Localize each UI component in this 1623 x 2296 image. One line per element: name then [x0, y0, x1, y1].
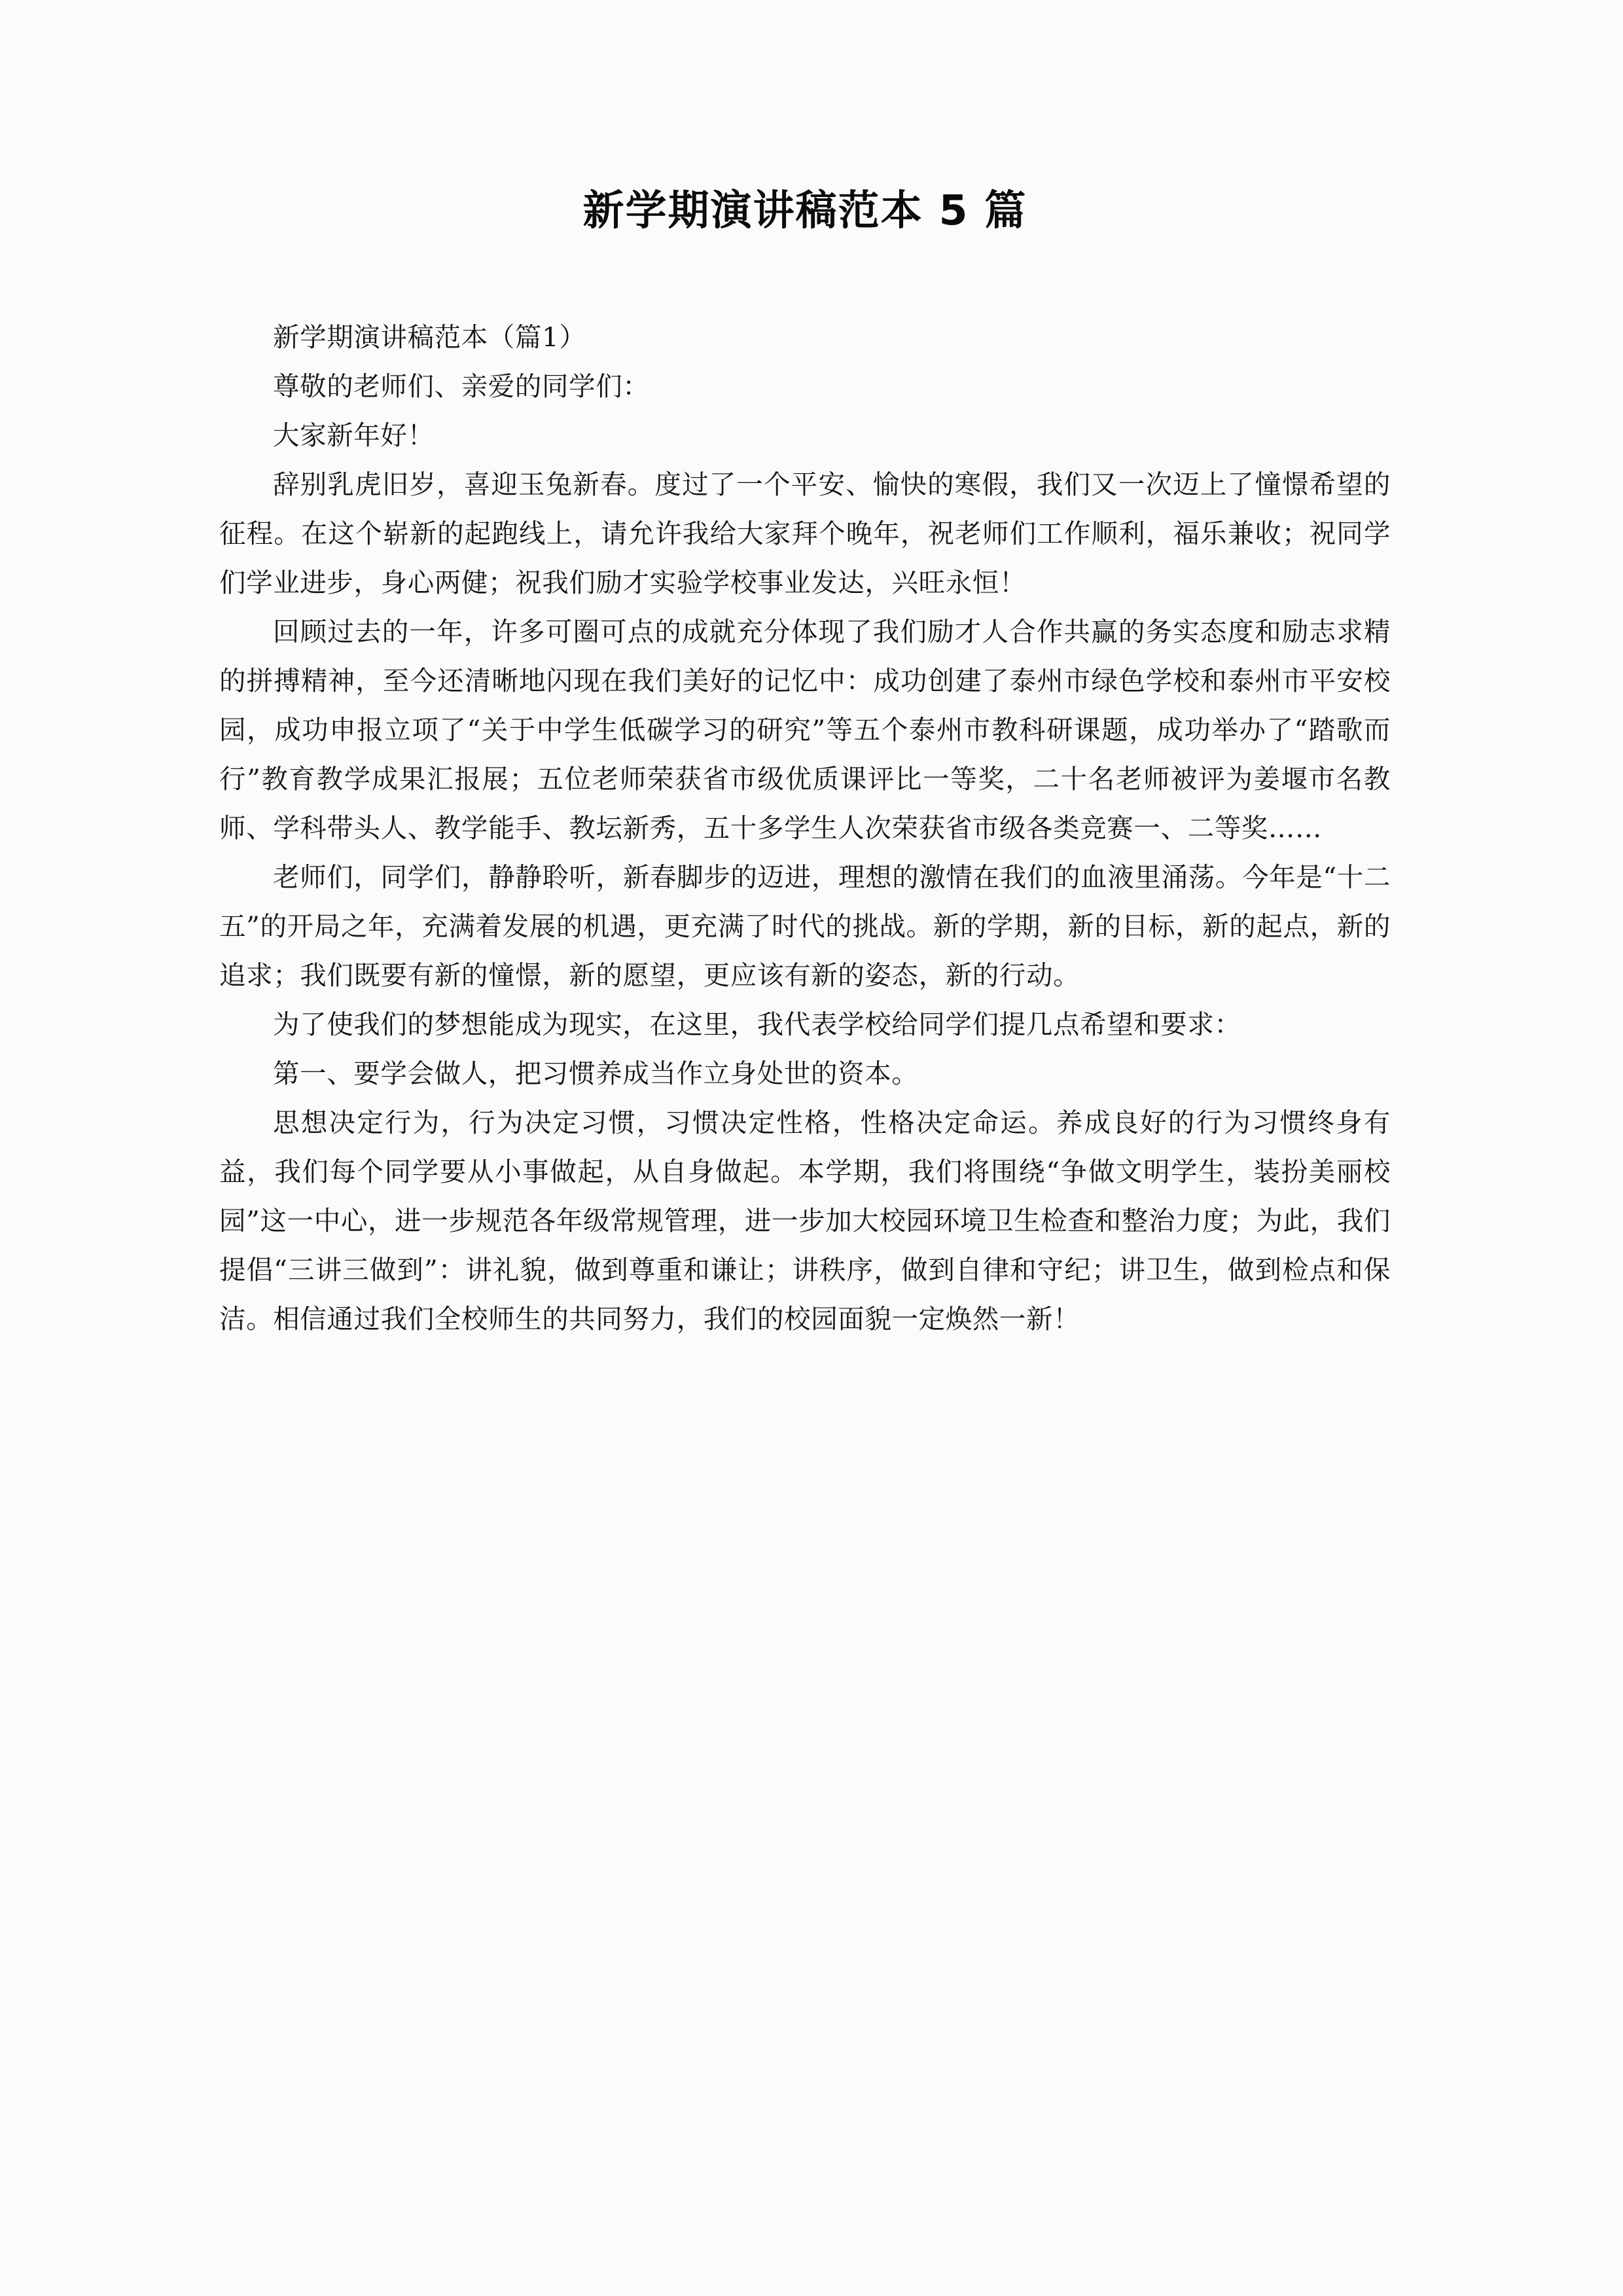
body-paragraph-2: 回顾过去的一年，许多可圈可点的成就充分体现了我们励才人合作共赢的务实态度和励志求精的拼搏精神，至今还清晰地闪现在我们美好的记忆中：成功创建了泰州市绿色学校和泰州市平安校园，成功申报立项了“关于中学生低碳学习的研究”等五个泰州市教科研课题，成功举办了“踏歌而行”教育教学成果汇报展；五位老师荣获省市级优质课评比一等奖，二十名老师被评为姜堰市名教师、学科带头人、教学能手、教坛新秀，五十多学生人次荣获省市级各类竞赛一、二等奖…… — [219, 616, 1391, 844]
section-heading-1: 新学期演讲稿范本（篇1） — [273, 321, 586, 353]
page-title: 新学期演讲稿范本 5 篇 — [582, 187, 1027, 234]
document-content — [219, 0, 1391, 1344]
body-paragraph-4: 为了使我们的梦想能成为现实，在这里，我代表学校给同学们提几点希望和要求： — [273, 1009, 1241, 1040]
salutation: 尊敬的老师们、亲爱的同学们： — [273, 370, 650, 402]
body-paragraph-1: 辞别乳虎旧岁，喜迎玉兔新春。度过了一个平安、愉快的寒假，我们又一次迈上了憧憬希望的征程。在这个崭新的起跑线上，请允许我给大家拜个晚年，祝老师们工作顺利，福乐兼收；祝同学们学业进步，身心两健；祝我们励才实验学校事业发达，兴旺永恒！ — [219, 469, 1391, 598]
document-body — [219, 313, 1391, 1344]
greeting: 大家新年好！ — [273, 420, 435, 451]
body-paragraph-3: 老师们，同学们，静静聆听，新春脚步的迈进，理想的激情在我们的血液里涌荡。今年是“十二五”的开局之年，充满着发展的机遇，更充满了时代的挑战。新的学期，新的目标，新的起点，新的追求；我们既要有新的憧憬，新的愿望，更应该有新的姿态，新的行动。 — [219, 861, 1391, 991]
body-paragraph-5: 第一、要学会做人，把习惯养成当作立身处世的资本。 — [273, 1058, 919, 1089]
body-paragraph-6: 思想决定行为，行为决定习惯，习惯决定性格，性格决定命运。养成良好的行为习惯终身有益，我们每个同学要从小事做起，从自身做起。本学期，我们将围绕“争做文明学生，装扮美丽校园”这一中心，进一步规范各年级常规管理，进一步加大校园环境卫生检查和整治力度；为此，我们提倡“三讲三做到”：讲礼貌，做到尊重和谦让；讲秩序，做到自律和守纪；讲卫生，做到检点和保洁。相信通过我们全校师生的共同努力，我们的校园面貌一定焕然一新！ — [219, 1107, 1391, 1335]
